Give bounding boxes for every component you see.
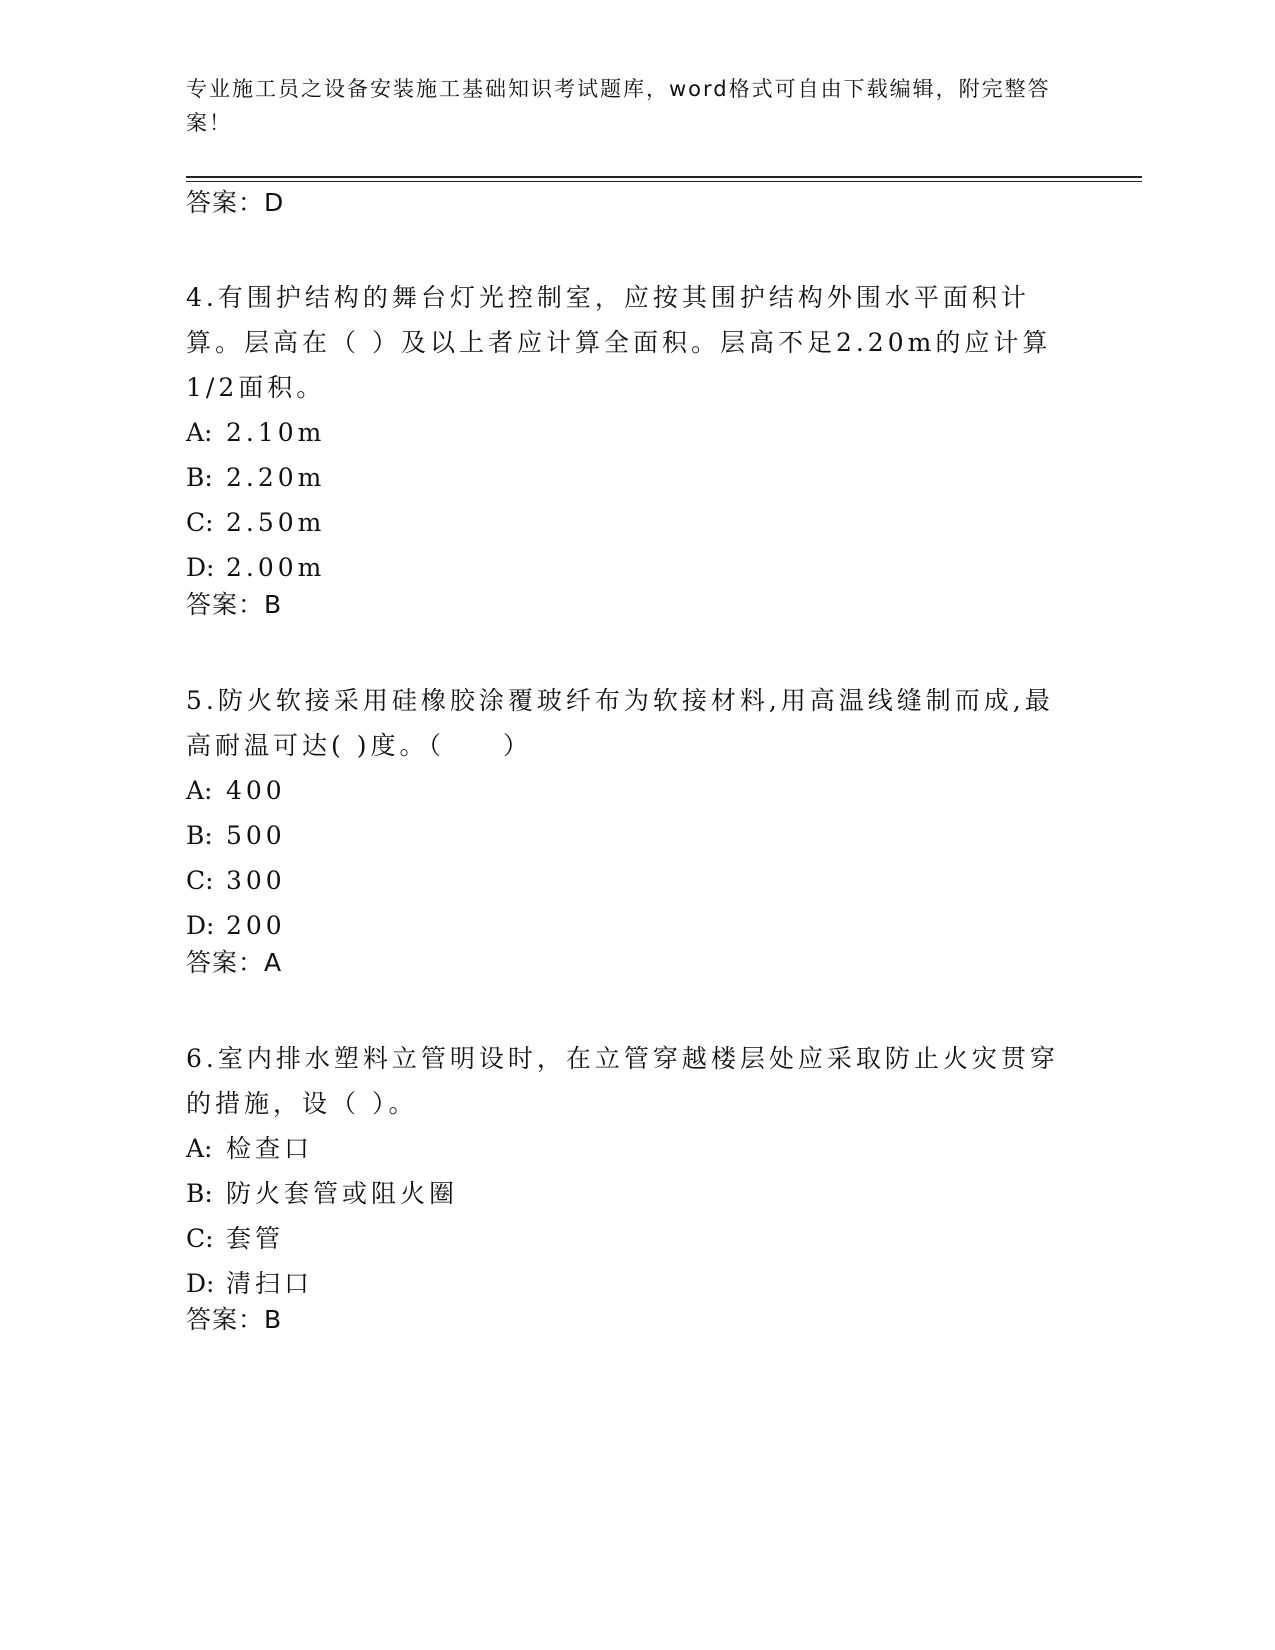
answer-previous: 答案：D (186, 188, 285, 217)
answer-question-4: 答案：B (186, 590, 283, 619)
option-key: D: (186, 553, 215, 582)
option-a (186, 410, 1066, 455)
option-key: C: (186, 508, 214, 537)
option-a (186, 1126, 1066, 1171)
answer-question-5: 答案：A (186, 948, 283, 977)
question-text: 6.室内排水塑料立管明设时，在立管穿越楼层处应采取防止火灾贯穿的措施，设（ ）。 (186, 1044, 1059, 1118)
answer-question-6: 答案：B (186, 1305, 283, 1334)
question-4 (186, 275, 1066, 590)
option-a (186, 768, 1066, 813)
question-text: 5.防火软接采用硅橡胶涂覆玻纤布为软接材料,用高温线缝制而成,最高耐温可达( )度。（ ） (186, 686, 1054, 760)
option-c (186, 500, 1066, 545)
option-value: 2.00m (226, 553, 326, 582)
option-value: 套管 (226, 1224, 285, 1253)
option-d (186, 1261, 1066, 1306)
header-rule-thick (186, 176, 1142, 178)
option-value: 300 (226, 866, 286, 895)
option-b (186, 1171, 1066, 1216)
option-d (186, 903, 1066, 948)
option-key: B: (186, 1179, 213, 1208)
option-key: A: (186, 418, 213, 447)
option-key: D: (186, 911, 215, 940)
option-value: 500 (226, 821, 286, 850)
option-d (186, 545, 1066, 590)
option-key: A: (186, 1134, 213, 1163)
option-key: C: (186, 866, 214, 895)
option-value: 400 (226, 776, 286, 805)
option-key: B: (186, 463, 213, 492)
option-key: C: (186, 1224, 214, 1253)
option-b (186, 813, 1066, 858)
option-value: 2.20m (226, 463, 326, 492)
option-value: 200 (226, 911, 286, 940)
option-value: 防火套管或阻火圈 (226, 1179, 459, 1208)
option-key: A: (186, 776, 213, 805)
option-value: 清扫口 (226, 1269, 314, 1298)
option-key: B: (186, 821, 213, 850)
question-6 (186, 1036, 1066, 1306)
header-rule-thin (186, 181, 1142, 182)
question-text: 4.有围护结构的舞台灯光控制室，应按其围护结构外围水平面积计算。层高在（ ）及以上者应计算全面积。层高不足2.20m的应计算1/2面积。 (186, 283, 1052, 402)
document-header: 专业施工员之设备安装施工基础知识考试题库，word格式可自由下载编辑，附完整答案！ (186, 77, 1051, 135)
option-value: 2.50m (226, 508, 326, 537)
option-key: D: (186, 1269, 215, 1298)
option-value: 2.10m (226, 418, 326, 447)
question-5 (186, 678, 1066, 948)
option-c (186, 1216, 1066, 1261)
option-b (186, 455, 1066, 500)
option-c (186, 858, 1066, 903)
option-value: 检查口 (226, 1134, 314, 1163)
